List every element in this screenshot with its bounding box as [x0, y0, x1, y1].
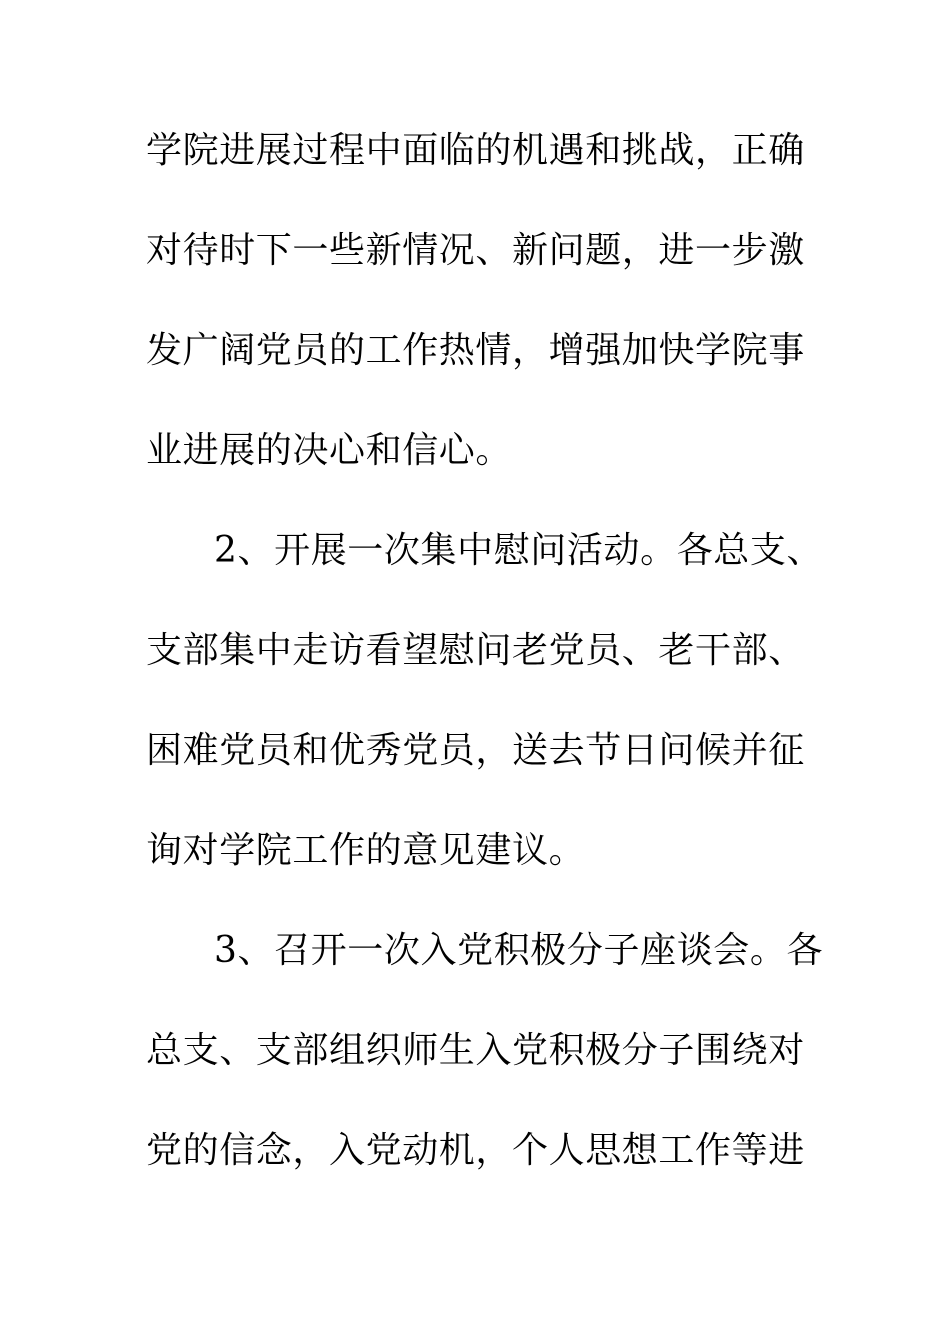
paragraph-line: 困难党员和优秀党员，送去节日问候并征	[146, 730, 805, 771]
paragraph-line: 对待时下一些新情况、新问题，进一步激	[146, 230, 805, 271]
paragraph-line: 学院进展过程中面临的机遇和挑战，正确	[146, 130, 805, 171]
paragraph-line: 业进展的决心和信心。	[146, 430, 513, 471]
paragraph-line: 3、召开一次入党积极分子座谈会。各	[214, 930, 824, 971]
paragraph-line: 询对学院工作的意见建议。	[146, 830, 586, 871]
paragraph-line: 支部集中走访看望慰问老党员、老干部、	[146, 630, 805, 671]
paragraph-line: 总支、支部组织师生入党积极分子围绕对	[146, 1030, 805, 1071]
paragraph-line: 发广阔党员的工作热情，增强加快学院事	[146, 330, 805, 371]
paragraph-line: 2、开展一次集中慰问活动。各总支、	[214, 530, 824, 571]
paragraph-line: 党的信念，入党动机，个人思想工作等进	[146, 1130, 805, 1171]
